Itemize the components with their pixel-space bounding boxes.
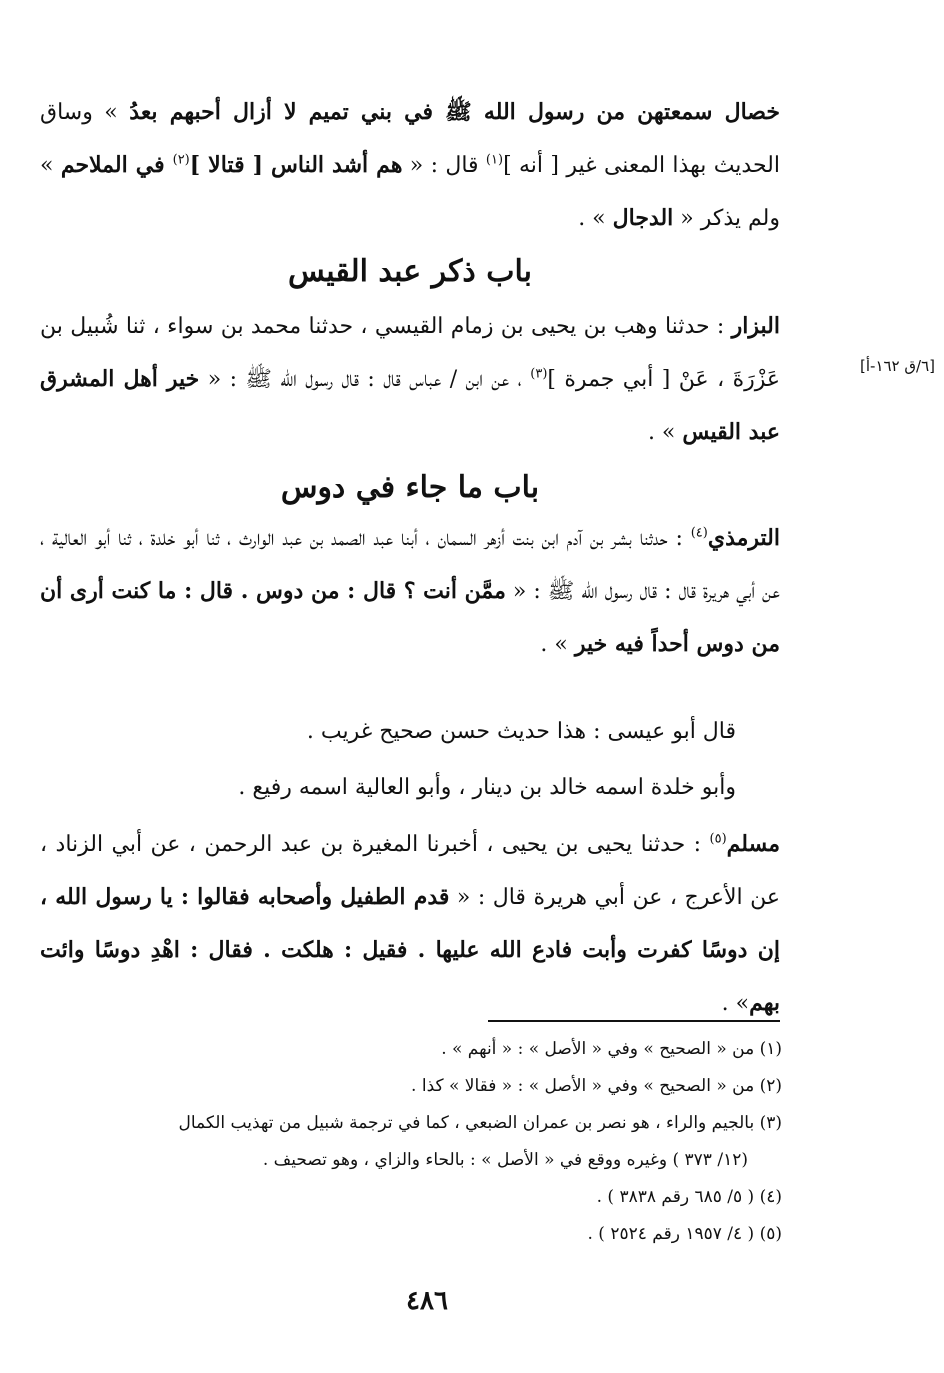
abu-isa-note: قال أبو عيسى : هذا حديث حسن صحيح غريب . (306, 719, 736, 744)
intro-text-1: » وساق الحديث بهذا المعنى غير [ أنه ] (40, 100, 780, 178)
section1-text (40, 300, 780, 459)
section2-note-1 (40, 706, 780, 758)
abu-khalda-note: وأبو خلدة اسمه خالد بن دينار ، وأبو العالية اسمه رفيع . (238, 775, 736, 800)
section2-text-b: » . (540, 632, 575, 657)
hadith-source-tirmidhi: الترمذي (707, 525, 780, 551)
section-heading-abd-al-qays: باب ذكر عبد القيس (288, 254, 532, 289)
footnotes (40, 1031, 782, 1253)
hadith-source-bazzar: البزار (731, 313, 780, 339)
footnote-ref-2[interactable]: (٢) (172, 152, 190, 168)
intro-bold-3: في الملاحم (60, 152, 173, 178)
footnote-ref-4[interactable]: (٤) (690, 525, 708, 541)
intro-bold-2: هم أشد الناس [ قتالا ] (189, 152, 403, 178)
intro-text-2: قال : « (402, 153, 486, 178)
footnote-5: (٥) ( ٤/ ١٩٥٧ رقم ٢٥٢٤ ) . (587, 1224, 782, 1244)
section1-text-a: : حدثنا وهب بن يحيى بن زمام القيسي ، حدثنا محمد بن سواء ، ثنا شُبيل بن عَزْرَةَ ، عَنْ [ أبي جمرة ] (40, 314, 780, 392)
section1-text-b: ، عن ابن / عباس قال : قال رسول الله ﷺ : « (199, 367, 531, 392)
intro-bold-4: الدجال (612, 205, 674, 231)
footnote-1: (١) من « الصحيح » وفي « الأصل » : « أنهم » . (441, 1039, 782, 1059)
intro-text (40, 86, 780, 245)
section2-quote-2: قدم الطفيل وأصحابه فقالوا : يا رسول الله ، إن دوسًا كفرت وأبت فادع الله عليها . فقيل : هلكت . فقال : اهْدِ دوسًا وائت بهم (40, 884, 780, 1016)
section1-quote: خير أهل المشرق عبد القيس (40, 366, 780, 445)
section2-text-a: : حدثنا بشر بن آدم ابن بنت أزهر السمان ، أبنا عبد الصمد بن عبد الوارث ، ثنا أبو خلدة ، ثنا أبو العالية ، عن أبي هريرة قال : قال رسول الله ﷺ : « (40, 526, 780, 604)
page-number: ٤٨٦ (406, 1286, 448, 1316)
section2-note-2 (40, 762, 780, 814)
footnote-3-continuation: (١٢/ ٣٧٣ ) وغيره ووقع في « الأصل » : بالحاء والزاي ، وهو تصحيف . (262, 1150, 748, 1170)
intro-paragraph (40, 86, 780, 245)
section2-text-2 (40, 818, 780, 1030)
section2-quote-1: ممَّن أنت ؟ قال : من دوس . قال : ما كنت أرى أن من دوس أحداً فيه خير (40, 578, 780, 657)
section-heading-daws: باب ما جاء في دوس (280, 470, 540, 505)
section2-text-c: : حدثنا يحيى بن يحيى ، أخبرنا المغيرة بن عبد الرحمن ، عن أبي الزناد ، عن الأعرج ، عن أبي هريرة قال : « (40, 832, 780, 910)
footnote-ref-3[interactable]: (٣) (530, 366, 548, 382)
footnote-3: (٣) بالجيم والراء ، هو نصر بن عمران الضبعي ، كما في ترجمة شبيل من تهذيب الكمال (178, 1113, 782, 1133)
section2-text-1 (40, 512, 780, 671)
section1-paragraph (40, 300, 780, 459)
footnote-ref-1[interactable]: (١) (485, 152, 504, 168)
section2-paragraph-2 (40, 818, 780, 1030)
section2-text-d: » . (721, 991, 750, 1016)
footnote-divider (488, 1020, 780, 1022)
section1-text-c: » . (647, 420, 683, 445)
footnote-4: (٤) ( ٥/ ٦٨٥ رقم ٣٨٣٨ ) . (596, 1187, 782, 1207)
intro-text-4: » . (578, 206, 613, 231)
hadith-source-muslim: مسلم (726, 831, 780, 857)
intro-bold-1: خصال سمعتهن من رسول الله ﷺ في بني تميم لا أزال أحبهم بعدُ (129, 99, 780, 125)
footnote-ref-5[interactable]: (٥) (709, 831, 727, 847)
footnote-2: (٢) من « الصحيح » وفي « الأصل » : « فقالا » كذا . (411, 1076, 782, 1096)
section2-paragraph-1 (40, 512, 780, 671)
intro-text-3: » ولم يذكر « (40, 153, 780, 231)
manuscript-folio-note: [٦/ق ١٦٢-أ] (860, 357, 935, 375)
